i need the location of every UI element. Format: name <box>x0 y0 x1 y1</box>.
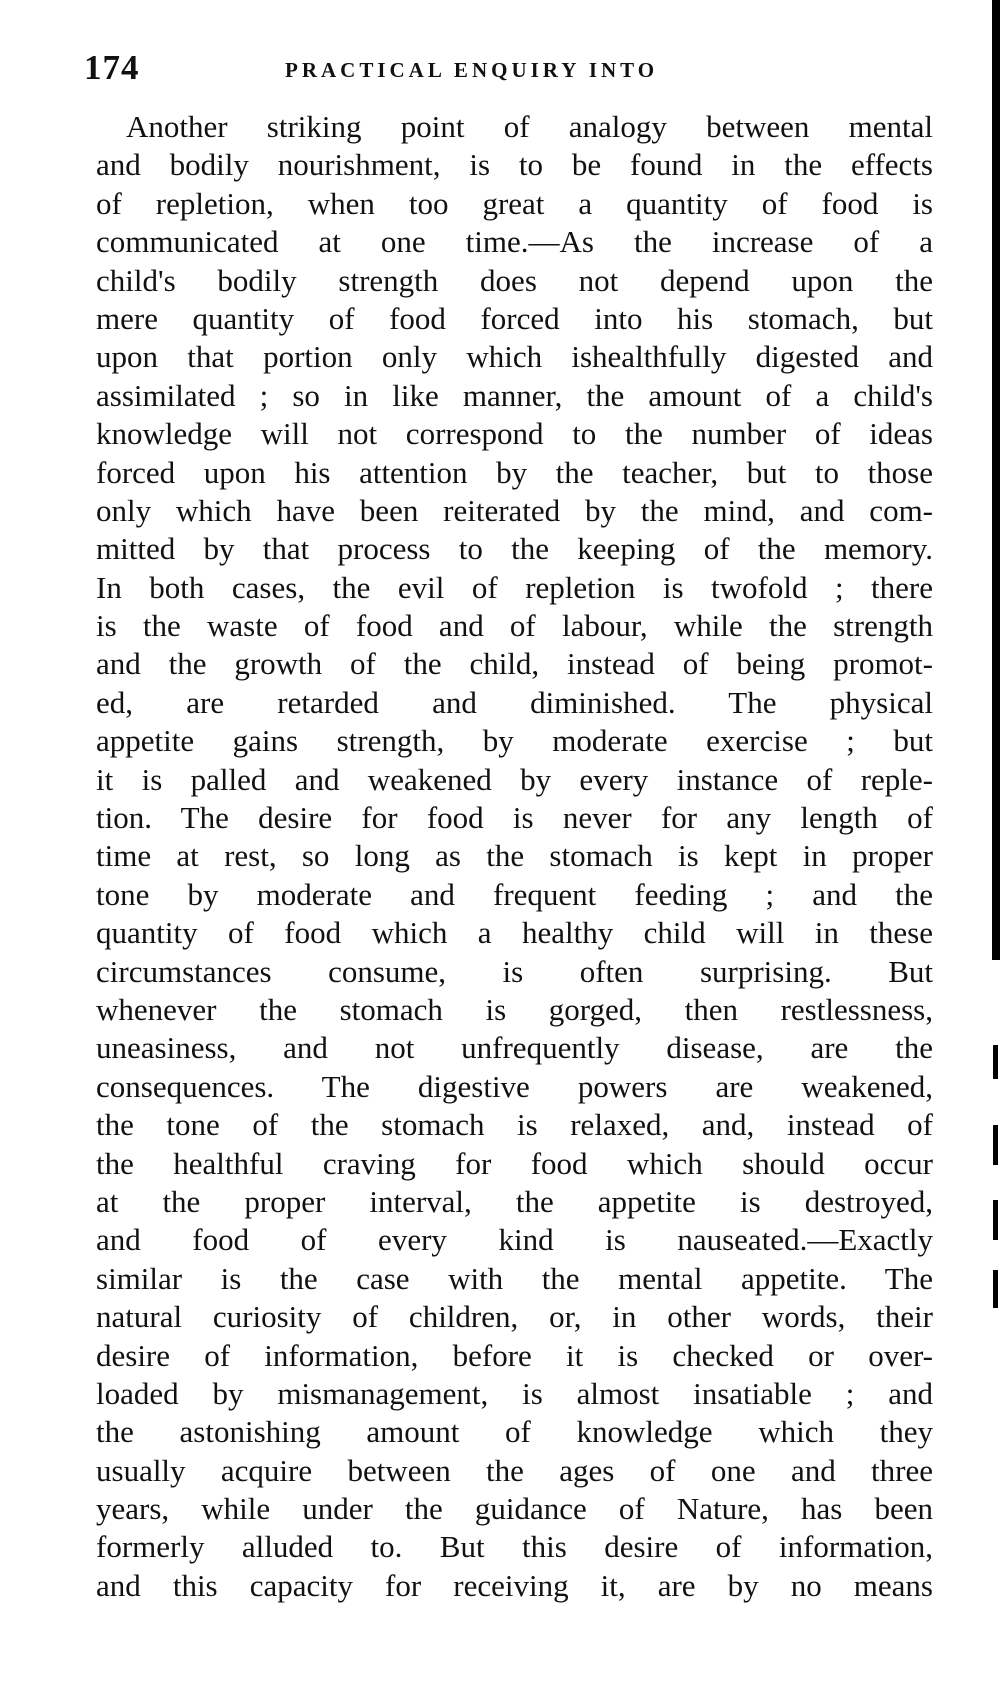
text-line: quantity of food which a healthy child will in these <box>96 915 933 951</box>
text-line: mitted by that process to the keeping of the memory. <box>96 531 933 567</box>
page-edge-mark <box>993 1270 998 1308</box>
text-line: is the waste of food and of labour, while the strength <box>96 608 933 644</box>
text-line: and food of every kind is nauseated.—Exactly <box>96 1222 933 1258</box>
text-line: it is palled and weakened by every instance of reple- <box>96 761 933 797</box>
text-line: formerly alluded to. But this desire of information, <box>96 1529 933 1565</box>
running-head: PRACTICAL ENQUIRY INTO <box>285 58 659 82</box>
text-line: only which have been reiterated by the mind, and com- <box>96 492 933 528</box>
text-line: the tone of the stomach is relaxed, and, instead of <box>96 1107 933 1143</box>
text-line: similar is the case with the mental appetite. The <box>96 1260 933 1296</box>
body-paragraph <box>96 108 933 1605</box>
text-line: and bodily nourishment, is to be found in the effects <box>96 147 933 183</box>
text-line: natural curiosity of children, or, in other words, their <box>96 1299 933 1335</box>
text-line: time at rest, so long as the stomach is kept in proper <box>96 838 933 874</box>
page-edge-mark <box>993 1200 998 1240</box>
text-line: uneasiness, and not unfrequently disease, are the <box>96 1030 933 1066</box>
text-line: desire of information, before it is checked or over- <box>96 1337 933 1373</box>
text-line: child's bodily strength does not depend upon the <box>96 262 933 298</box>
text-line: knowledge will not correspond to the number of ideas <box>96 416 933 452</box>
text-line: of repletion, when too great a quantity of food is <box>96 185 933 221</box>
page-edge-shadow <box>992 0 1000 960</box>
text-line: circumstances consume, is often surprising. But <box>96 953 933 989</box>
text-line: years, while under the guidance of Nature, has been <box>96 1491 933 1527</box>
text-line: the healthful craving for food which should occur <box>96 1145 933 1181</box>
page-header <box>70 48 950 88</box>
text-line: Another striking point of analogy between mental <box>126 109 933 144</box>
text-line: In both cases, the evil of repletion is twofold ; there <box>96 569 933 605</box>
text-line: mere quantity of food forced into his stomach, but <box>96 300 933 336</box>
text-line: at the proper interval, the appetite is destroyed, <box>96 1183 933 1219</box>
text-line: tion. The desire for food is never for any length of <box>96 800 933 836</box>
text-line: appetite gains strength, by moderate exercise ; but <box>96 723 933 759</box>
text-line: upon that portion only which ishealthfully digested and <box>96 339 933 375</box>
text-line: consequences. The digestive powers are weakened, <box>96 1068 933 1104</box>
page-edge-mark <box>993 1045 998 1079</box>
text-line: assimilated ; so in like manner, the amount of a child's <box>96 377 933 413</box>
text-line: ed, are retarded and diminished. The physical <box>96 684 933 720</box>
page-number: 174 <box>84 48 140 87</box>
text-line: loaded by mismanagement, is almost insatiable ; and <box>96 1375 933 1411</box>
text-line: communicated at one time.—As the increase of a <box>96 224 933 260</box>
text-line: forced upon his attention by the teacher, but to those <box>96 454 933 490</box>
page-edge-mark <box>993 1125 998 1165</box>
text-line: whenever the stomach is gorged, then restlessness, <box>96 991 933 1027</box>
text-line: the astonishing amount of knowledge which they <box>96 1414 933 1450</box>
text-line: usually acquire between the ages of one and three <box>96 1452 933 1488</box>
text-line: and the growth of the child, instead of being promot- <box>96 646 933 682</box>
text-line: and this capacity for receiving it, are by no means <box>96 1567 933 1603</box>
text-line: tone by moderate and frequent feeding ; and the <box>96 876 933 912</box>
